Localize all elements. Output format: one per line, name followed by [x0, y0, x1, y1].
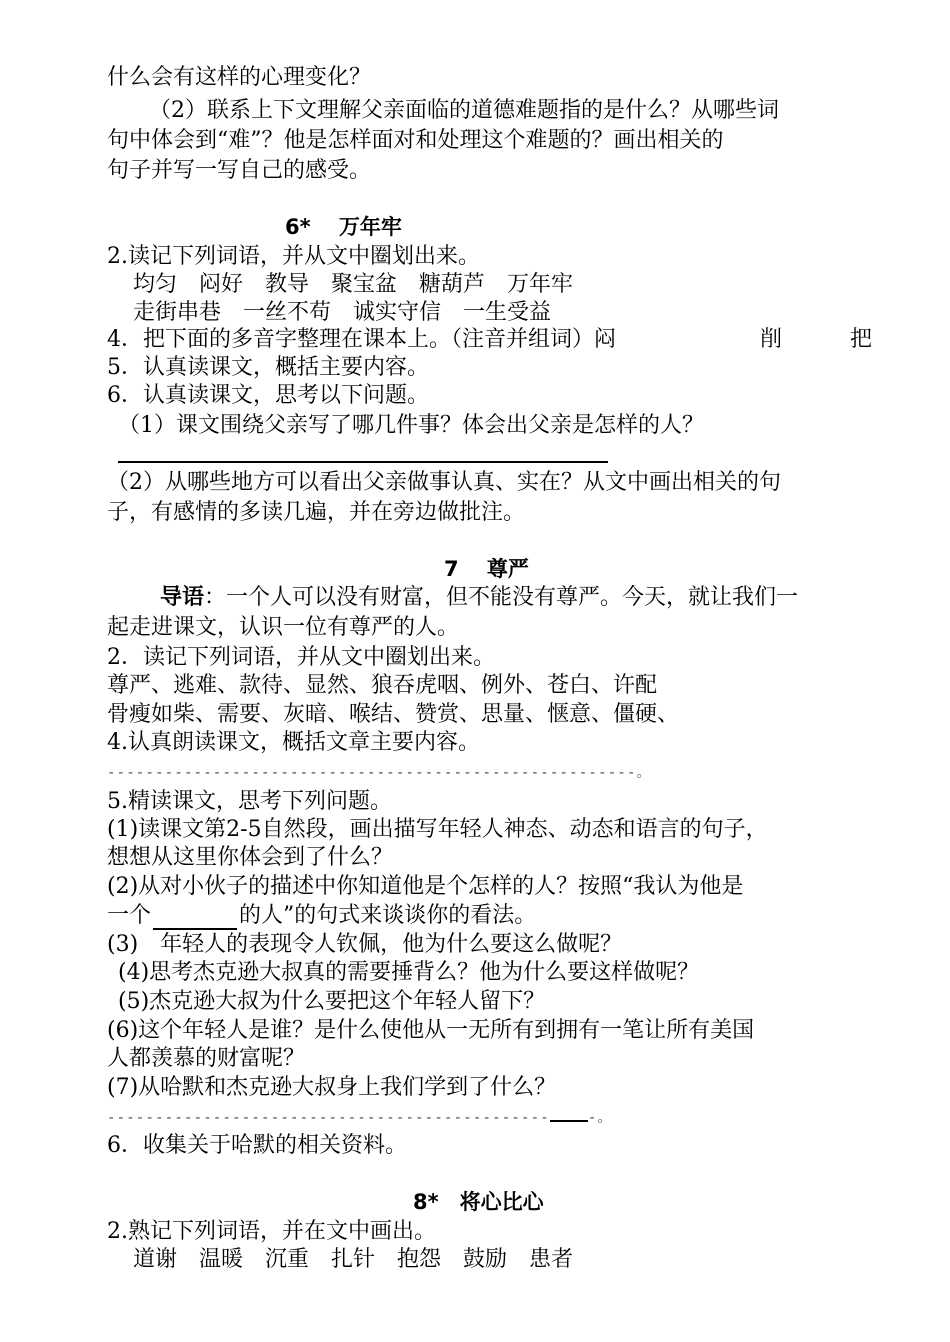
- answer-blank: [550, 1110, 588, 1122]
- vocab-line: 骨瘦如柴、需要、灰暗、喉结、赞赏、思量、惬意、僵硬、: [107, 702, 680, 727]
- vocab-line: 走街串巷 一丝不苟 诚实守信 一生受益: [133, 300, 552, 325]
- text-line: 起走进课文，认识一位有尊严的人。: [107, 615, 460, 640]
- question-line: (3) 年轻人的表现令人钦佩，他为什么要这么做呢？: [107, 932, 623, 957]
- question-line: （1）课文围绕父亲写了哪几件事？体会出父亲是怎样的人？: [118, 413, 704, 438]
- text-line: 2．读记下列词语，并从文中圈划出来。: [107, 645, 495, 670]
- fill-in-blank[interactable]: [153, 908, 237, 930]
- intro-text: ：一个人可以没有财富，但不能没有尊严。今天，就让我们一: [204, 585, 799, 610]
- intro-label: 导语: [160, 584, 205, 610]
- section-title-7: 7 尊严: [444, 557, 529, 581]
- text-line: 4．把下面的多音字整理在课本上。（注音并组词）闷: [107, 327, 616, 352]
- text-line: 2.读记下列词语，并从文中圈划出来。: [107, 244, 480, 269]
- question-line: (4)思考杰克逊大叔真的需要捶背么？他为什么要这样做呢？: [118, 960, 700, 985]
- question-line: （2）从哪些地方可以看出父亲做事认真、实在？从文中画出相关的句: [107, 470, 781, 495]
- text-line: 人都羡慕的财富呢？: [107, 1046, 306, 1071]
- text-fragment: 一个: [107, 903, 152, 928]
- text-line: 6．收集关于哈默的相关资料。: [107, 1133, 407, 1158]
- question-line: （2）联系上下文理解父亲面临的道德难题指的是什么？从哪些词: [149, 98, 779, 123]
- fill-blank-line: [107, 901, 536, 930]
- vocab-line: 道谢 温暖 沉重 扎针 抱怨 鼓励 患者: [133, 1247, 574, 1272]
- text-line: 子，有感情的多读几遍，并在旁边做批注。: [107, 500, 526, 525]
- dashed-answer-line: -------------------------------------------------------。: [107, 765, 652, 781]
- text-line: 想想从这里你体会到了什么？: [107, 845, 394, 870]
- polyphone-char: 削: [760, 327, 783, 352]
- intro-line: [160, 583, 798, 612]
- text-line: 2.熟记下列词语，并在文中画出。: [107, 1219, 436, 1244]
- dash-fragment: -。: [587, 1110, 613, 1126]
- text-line: 句中体会到“难”？他是怎样面对和处理这个难题的？画出相关的: [107, 128, 724, 153]
- dashed-answer-line: [107, 1107, 613, 1127]
- section-title-8: 8* 将心比心: [413, 1190, 544, 1214]
- text-line: 5.精读课文，思考下列问题。: [107, 789, 392, 814]
- text-line: 什么会有这样的心理变化？: [107, 65, 372, 90]
- vocab-line: 均匀 闷好 教导 聚宝盆 糖葫芦 万年牢: [133, 272, 574, 297]
- question-line: (7)从哈默和杰克逊大叔身上我们学到了什么？: [107, 1075, 557, 1100]
- question-line: (6)这个年轻人是谁？是什么使他从一无所有到拥有一笔让所有美国: [107, 1018, 755, 1043]
- vocab-line: 尊严、逃难、款待、显然、狼吞虎咽、例外、苍白、许配: [107, 673, 658, 698]
- question-line: (1)读课文第2-5自然段，画出描写年轻人神态、动态和语言的句子，: [107, 817, 768, 842]
- dash-fragment: ----------------------------------------------: [107, 1110, 550, 1126]
- answer-underline: [118, 461, 608, 463]
- text-fragment: 的人”的句式来谈谈你的看法。: [239, 903, 537, 928]
- text-line: 4.认真朗读课文，概括文章主要内容。: [107, 730, 480, 755]
- text-line: 句子并写一写自己的感受。: [107, 158, 372, 183]
- text-line: 6．认真读课文，思考以下问题。: [107, 383, 429, 408]
- section-title-6: 6* 万年牢: [285, 215, 402, 239]
- question-line: (2)从对小伙子的描述中你知道他是个怎样的人？按照“我认为他是: [107, 874, 744, 899]
- text-line: 5．认真读课文，概括主要内容。: [107, 355, 429, 380]
- polyphone-char: 把: [850, 327, 873, 352]
- question-line: (5)杰克逊大叔为什么要把这个年轻人留下？: [118, 989, 546, 1014]
